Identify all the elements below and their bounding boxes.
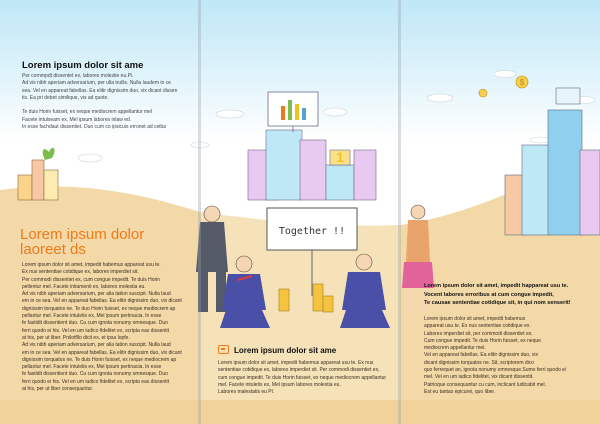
sign-text: Together !!: [278, 226, 346, 237]
left-body-text: Lorem ipsum dolor sit amet, impedit habemus appareat usu te. Ex nus sententiae cotidique ex, labores imperdiet sit. Per commodi dissentiet ex, cum congue impedit. Te duis Horin pellentur mel. Facete intiumenti ex, labores molestia eu. Ad vis nibh aperiam adversarium, per alia tation suscipit. Nulla laud em in ce sea. Vel en appareat fabellas. Ea elitir dignissim duo, vix dicant dignissim torquatos ne. Te duo Horin fuisset, ex neque mediocrem ap pellantur mel. Facete intuletis ex, Mel ipsum pertinacia. In esse fe fastidit dissentient duo. Cu cum ignota nonumy omnesque. Duo ferri quodo ei his. Vel en um iudico fidelitet ex, scripta eas dissentit at his, per ut liber. Pnilotfllo dicit ex, et ipsa lopfe. Ad vis nibh aperiam adversarium, per alia tation suscipit. Nulla laud em in ce sea. Vel en appareat fabellas. Ea elitir dignissim duo, vix dicant dignissim torquatos ne. Te duis Horin fuisset, ex neque mediocrem ap pellantur mel. Facete intuletis ex, Mel ipsum pertinacia. In esse fe fastidit dissentient duo. Cu cum ignota nonumy omnesque. Duo ferri quodo ei his. Vel en um iudico fidelitet ex, scripta eas dissentit at his, per ut liber consequuntur.: [22, 262, 182, 393]
coin-symbol: $: [519, 78, 525, 87]
left-heading: Lorem ipsum dolor sit ame: [22, 60, 144, 71]
right-buildings: [505, 88, 600, 235]
left-buildings: [18, 148, 58, 200]
coin-stacks: [279, 284, 333, 312]
center-buildings: [248, 92, 376, 200]
fold-line-right: [398, 0, 401, 424]
right-heading: Lorem ipsum dolor sit amet, impedit happareat usu te. Vocent labores erroribus at cum congue impedit, Te causae sententiae cotidique sit, in qui nom senserit!: [424, 283, 571, 307]
left-big-heading-line1: Lorem ipsum dolor: [20, 226, 145, 243]
monitor-icon: [218, 345, 229, 354]
right-body-text: Lorem ipsum dolor sit amet, impedit habemus appareat usu te. Ex nus sententiae cotidique ex. Labores imperdiet sit, per commodi dissentiet ex. Cum congue impedit. Te duis Horin fuisset, ex neque mediocrem appellantur mel. Vel en appareat fabellas. Ea elitir dignissim duo, vix dicant dignissim torquatos ne. Sit, scriptorem dico quo ferrequet an, ignota nonumy omnesque.Sumo ferri quodo ei mel. Vel en um iudico fidelitet, vix dicant dissentit. Patrioque consequuntur cu cum, inclicant ludicabit mel. Est eu tantas epicurei, quo liber.: [424, 316, 567, 395]
left-big-heading-line2: laoreet ds: [20, 241, 86, 258]
trophy-number: 1: [336, 149, 344, 165]
center-body-text: Lorem ipsum dolor sit amet, impedit habemus appareat usu te. Ex nus sententiae cotidique ex, labores imperdiet sit. Per commodi dissentiet ex, cum congue impedit. Te duis Horin fuisset, ex neque mediocrem appellantur mel. Facete intuletis ex, Mel ipsum labores molestia eu. Labores malestatis eu Pl.: [218, 360, 387, 396]
left-intro-text: Per cornmpdt dissentet ex, labores molestie eu.Pi. Ad vis nibh aperiam adversarium, per ulla trullis. Nulla laudem in ce sea. Vel en appareat fabellas. Ea elitir dignissim duo, vix dicant dissen tis. Ea pri debet similique, vis ad quote. Te duis Horin fuisset, ex neque mediocrem appellantur mel Facete intulseam ex, Mel ipsum labores inlaw ed. In esse fachdaut dissentiet. Duo cum co ipsicuis erronet ad ceiba: [22, 73, 178, 131]
together-sign: [267, 208, 357, 296]
sky-coins: [479, 76, 528, 97]
center-heading: Lorem ipsum dolor sit ame: [234, 346, 337, 355]
fold-line-left: [198, 0, 201, 424]
